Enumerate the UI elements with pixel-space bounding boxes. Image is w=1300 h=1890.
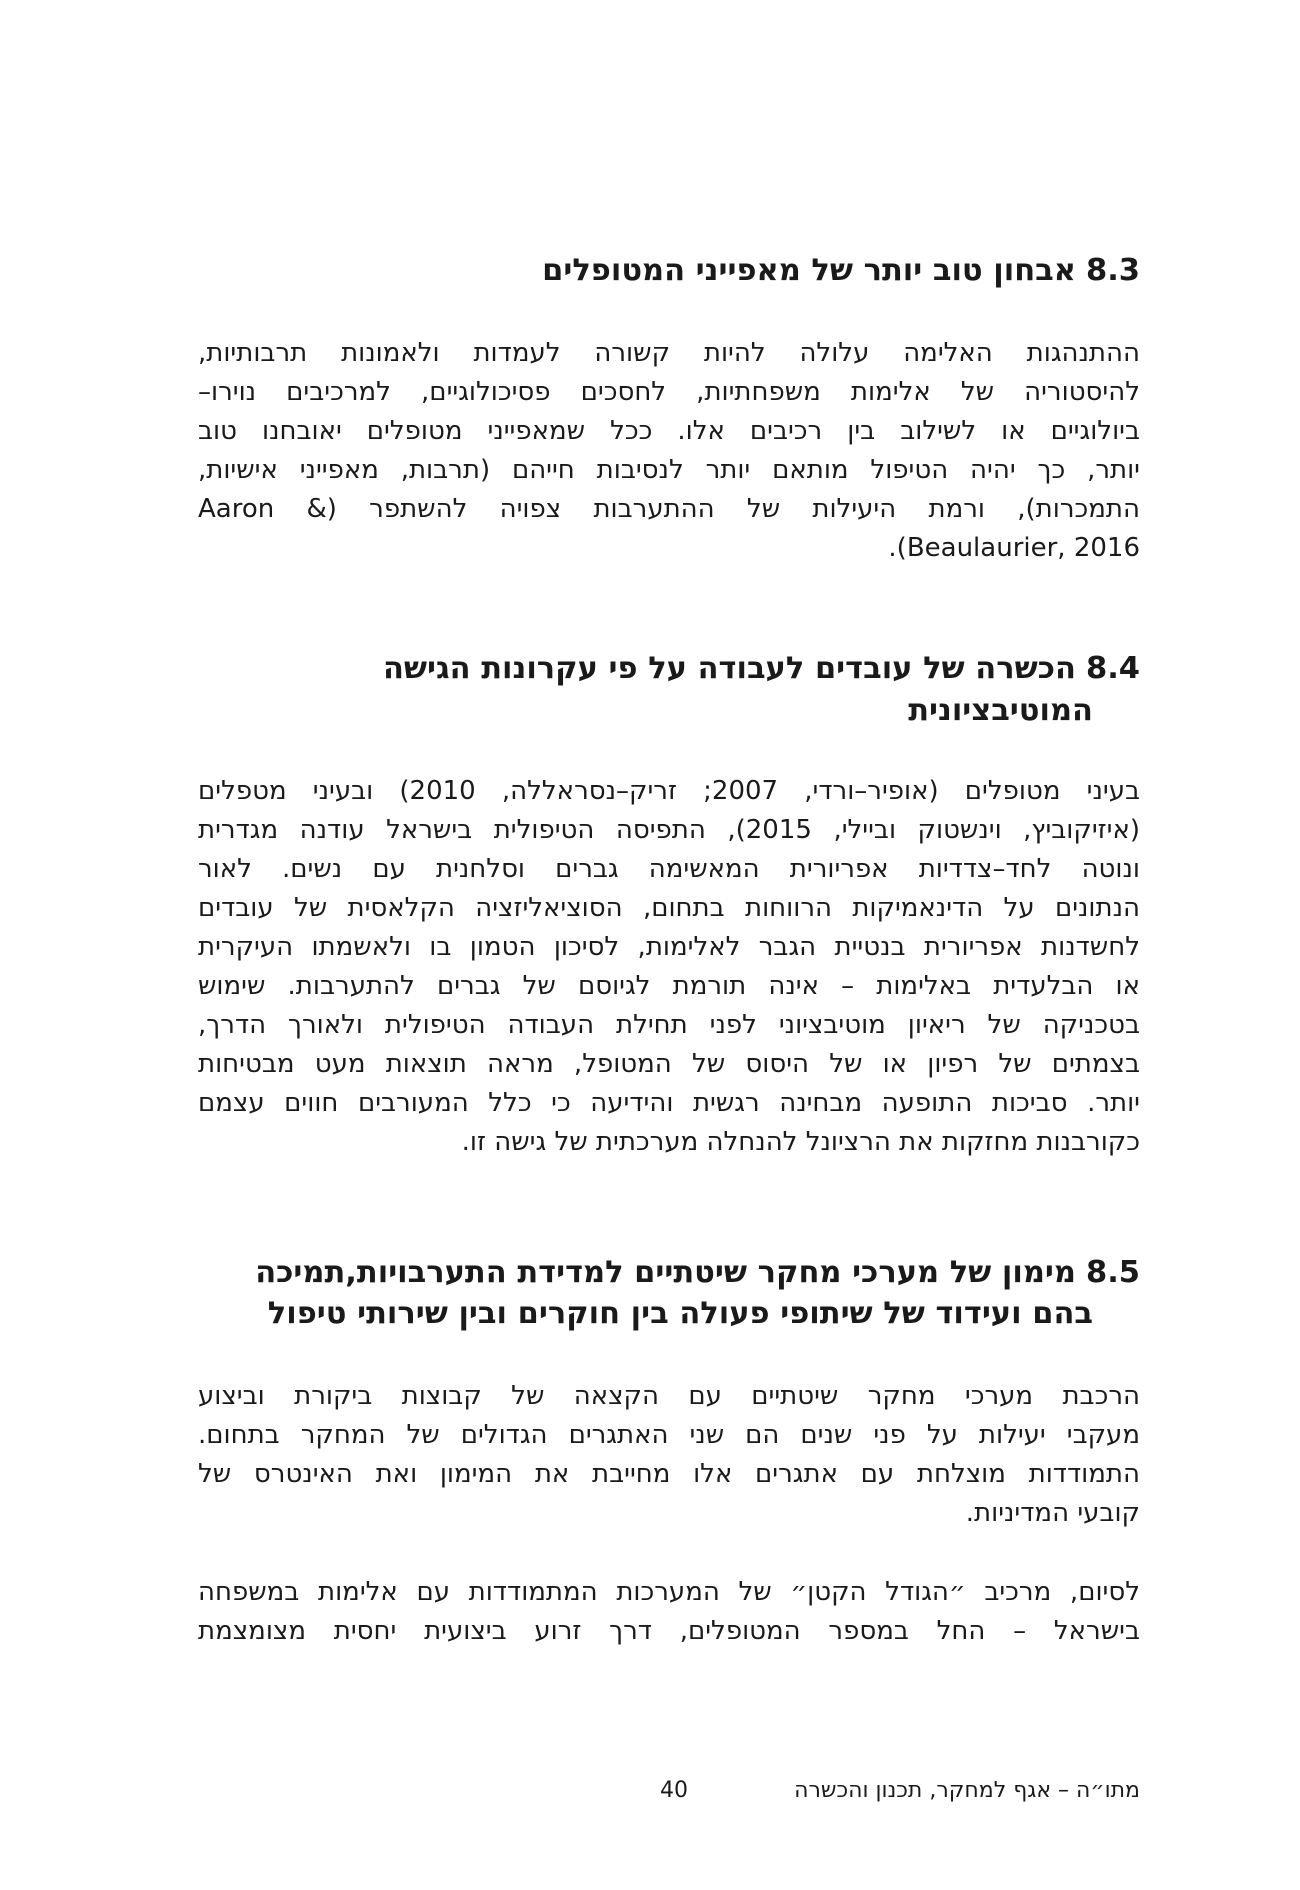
- footer-org: מתו״ה – אגף למחקר, תכנון והכשרה: [794, 1778, 1140, 1803]
- section-title-line1: הכשרה של עובדים לעבודה על פי עקרונות הגישה: [382, 651, 1076, 686]
- text-line: התמודדות מוצלחת עם אתגרים אלו מחייבת את המימון ואת האינטרס של: [198, 1459, 1140, 1489]
- text-line: לסיום, מרכיב ״הגודל הקטן״ של המערכות המתמודדות עם אלימות במשפחה: [198, 1577, 1140, 1607]
- section-8-3-paragraph: [198, 334, 1140, 568]
- text-line: ההתנהגות האלימה עלולה להיות קשורה לעמדות ולאמונות תרבותיות,: [198, 338, 1140, 368]
- section-title-line2: בהם ועידוד של שיתופי פעולה בין חוקרים ובין שירותי טיפול: [267, 1296, 1093, 1331]
- text-line: בישראל – החל במספר המטופלים, דרך זרוע ביצועית יחסית מצומצמת: [198, 1616, 1140, 1646]
- section-number: 8.5: [1085, 1255, 1140, 1290]
- section-8-3-heading: [542, 250, 1140, 292]
- section-number: 8.4: [1085, 651, 1140, 686]
- text-line: בטכניקה של ריאיון מוטיבציוני לפני תחילת העבודה הטיפולית ולאורך הדרך,: [198, 1010, 1140, 1040]
- section-8-4-heading: [383, 648, 1140, 690]
- text-line: ונוטה לחד–צדדיות אפריורית המאשימה גברים וסלחנית עם נשים. לאור: [198, 854, 1140, 884]
- section-title-line2: המוטיבציונית: [908, 693, 1093, 728]
- text-line: הרכבת מערכי מחקר שיטתיים עם הקצאה של קבוצות ביקורת וביצוע: [198, 1381, 1140, 1411]
- text-line: לחשדנות אפריורית בנטיית הגבר לאלימות, לסיכון הטמון בו ולאשמתו העיקרית: [198, 932, 1140, 962]
- text-line: (איזיקוביץ, וינשטוק וביילי, 2015), התפיסה הטיפולית בישראל עודנה מגדרית: [198, 815, 1140, 845]
- section-number: 8.3: [1085, 253, 1140, 288]
- text-line: מעקבי יעילות על פני שנים הם שני האתגרים הגדולים של המחקר בתחום.: [198, 1420, 1140, 1450]
- text-line: ביולוגיים או לשילוב בין רכיבים אלו. ככל שמאפייני מטופלים יאובחנו טוב: [198, 416, 1140, 446]
- text-line: קובעי המדיניות.: [965, 1498, 1140, 1528]
- section-8-4-paragraph: [198, 772, 1140, 1162]
- document-page: [198, 0, 1140, 1890]
- text-line: יותר. סביכות התופעה מבחינה רגשית והידיעה כי כלל המעורבים חווים עצמם: [198, 1088, 1140, 1118]
- section-8-5-heading: [255, 1252, 1140, 1294]
- page-number: 40: [660, 1778, 688, 1803]
- section-8-5-paragraph-1: [198, 1377, 1140, 1533]
- text-line: כקורבנות מחזקות את הרציונל להנחלה מערכתית של גישה זו.: [461, 1127, 1140, 1157]
- text-line: התמכרות), ורמת היעילות של ההתערבות צפויה להשתפר (& Aaron: [198, 494, 1140, 524]
- text-line: הנתונים על הדינאמיקות הרווחות בתחום, הסוציאליזציה הקלאסית של עובדים: [198, 893, 1140, 923]
- text-line: בעיני מטופלים (אופיר–ורדי, 2007; זריק–נסראללה, 2010) ובעיני מטפלים: [198, 776, 1140, 806]
- section-8-5-paragraph-2: [198, 1573, 1140, 1651]
- text-line: Beaulaurier, 2016).: [888, 533, 1140, 563]
- text-line: יותר, כך יהיה הטיפול מותאם יותר לנסיבות חייהם (תרבות, מאפייני אישיות,: [198, 455, 1140, 485]
- section-title: אבחון טוב יותר של מאפייני המטופלים: [542, 253, 1076, 288]
- text-line: או הבלעדית באלימות – אינה תורמת לגיוסם של גברים להתערבות. שימוש: [198, 971, 1140, 1001]
- section-title-line1: מימון של מערכי מחקר שיטתיים למדידת התערבויות,תמיכה: [255, 1255, 1076, 1290]
- text-line: בצמתים של רפיון או של היסוס של המטופל, מראה תוצאות מעט מבטיחות: [198, 1049, 1140, 1079]
- text-line: להיסטוריה של אלימות משפחתיות, לחסכים פסיכולוגיים, למרכיבים נוירו–: [198, 377, 1140, 407]
